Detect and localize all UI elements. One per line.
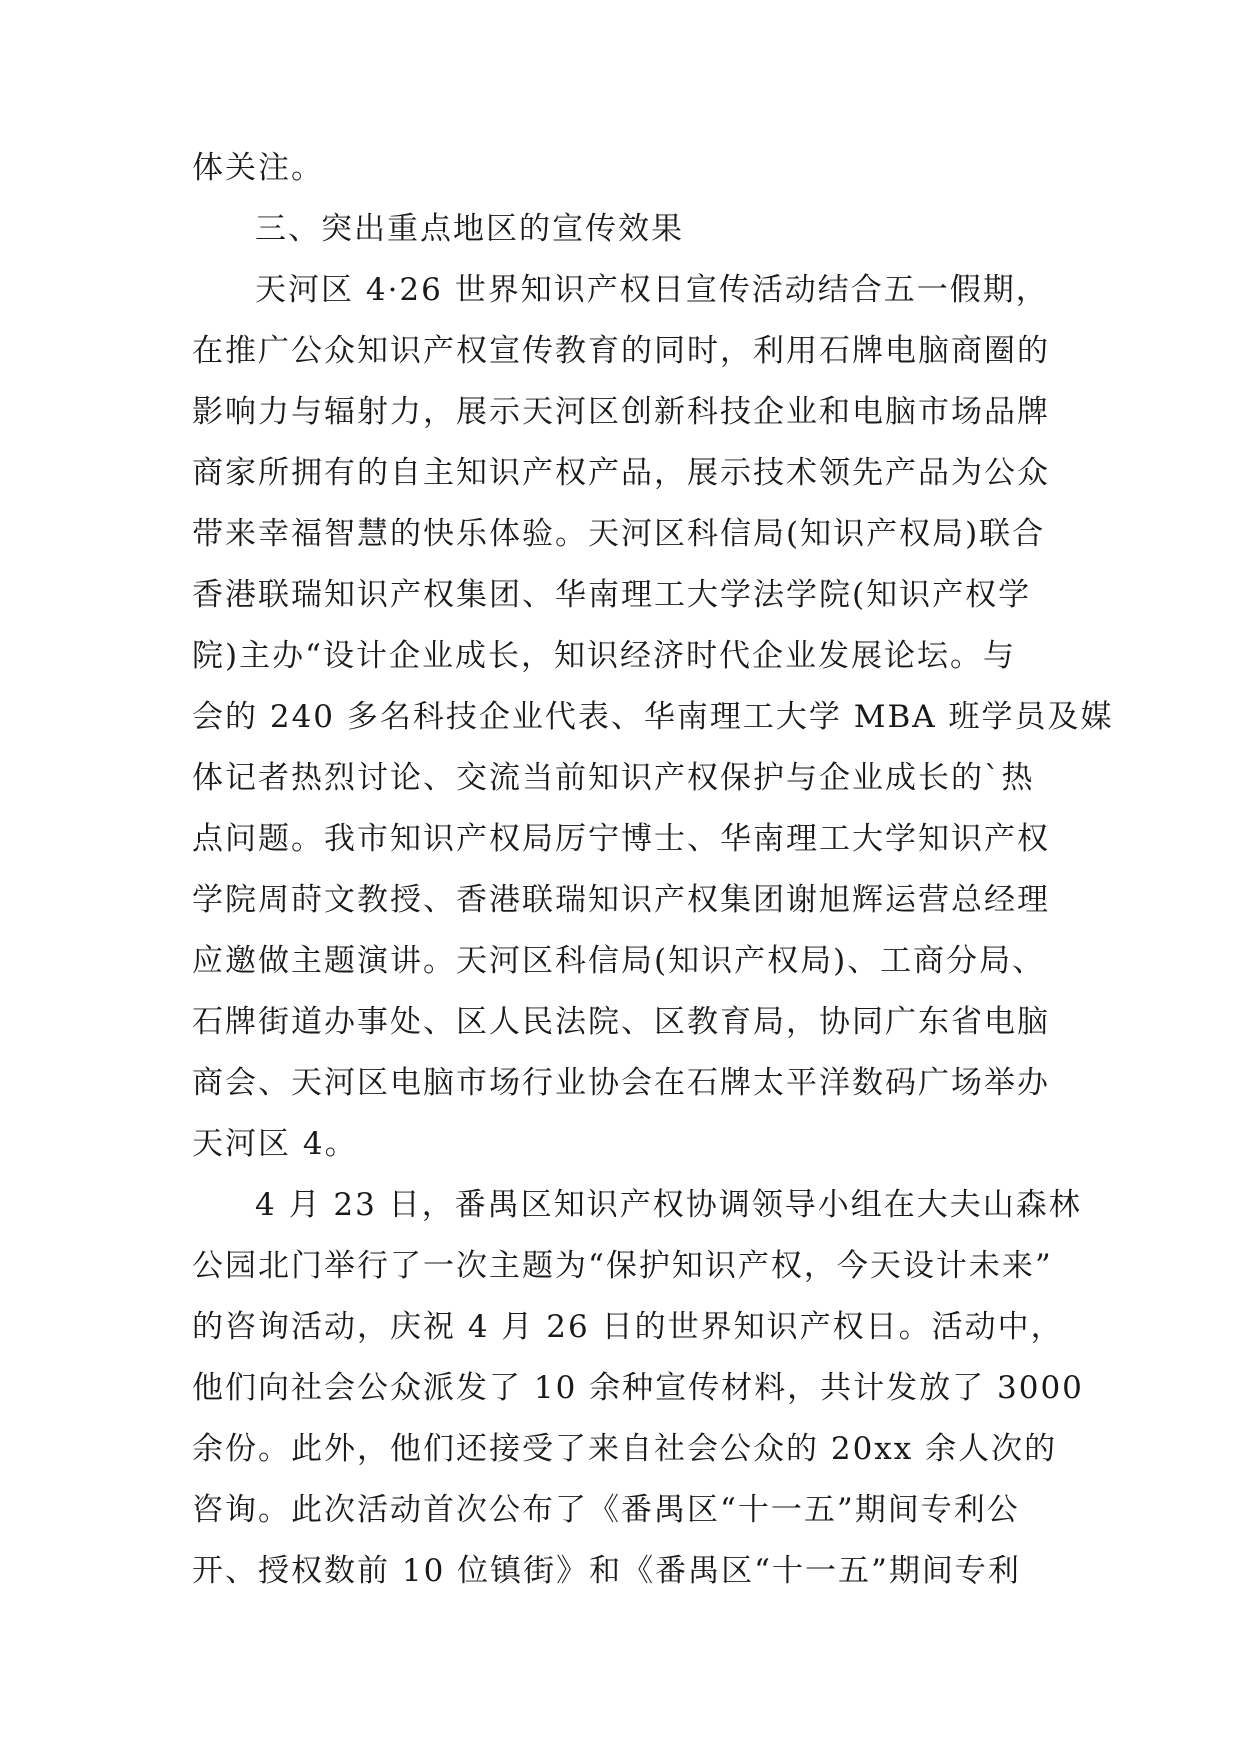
text-line: 余份。此外，他们还接受了来自社会公众的 20xx 余人次的 xyxy=(192,1431,1058,1467)
text-line: 点问题。我市知识产权局厉宁博士、华南理工大学知识产权 xyxy=(192,821,1050,857)
text-line: 带来幸福智慧的快乐体验。天河区科信局(知识产权局)联合 xyxy=(192,516,1046,552)
section-heading: 三、突出重点地区的宣传效果 xyxy=(255,211,684,247)
text-line: 开、授权数前 10 位镇街》和《番禺区“十一五”期间专利 xyxy=(192,1553,1021,1589)
text-line: 香港联瑞知识产权集团、华南理工大学法学院(知识产权学 xyxy=(192,577,1032,613)
text-line: 咨询。此次活动首次公布了《番禺区“十一五”期间专利公 xyxy=(192,1492,1020,1528)
text-line: 的咨询活动，庆祝 4 月 26 日的世界知识产权日。活动中， xyxy=(192,1309,1064,1345)
text-line: 会的 240 多名科技企业代表、华南理工大学 MBA 班学员及媒 xyxy=(192,699,1114,735)
text-line: 学院周莳文教授、香港联瑞知识产权集团谢旭辉运营总经理 xyxy=(192,882,1050,918)
text-line: 影响力与辐射力，展示天河区创新科技企业和电脑市场品牌 xyxy=(192,394,1050,430)
text-line: 体关注。 xyxy=(192,150,324,186)
text-line: 商会、天河区电脑市场行业协会在石牌太平洋数码广场举办 xyxy=(192,1065,1050,1101)
text-line: 天河区 4·26 世界知识产权日宣传活动结合五一假期， xyxy=(255,272,1049,308)
text-line: 4 月 23 日，番禺区知识产权协调领导小组在大夫山森林 xyxy=(255,1187,1082,1223)
text-line: 他们向社会公众派发了 10 余种宣传材料，共计发放了 3000 xyxy=(192,1370,1084,1406)
text-line: 体记者热烈讨论、交流当前知识产权保护与企业成长的`热 xyxy=(192,760,1035,796)
text-line: 在推广公众知识产权宣传教育的同时，利用石牌电脑商圈的 xyxy=(192,333,1050,369)
text-line: 天河区 4。 xyxy=(192,1126,358,1162)
text-line: 院)主办“设计企业成长，知识经济时代企业发展论坛。与 xyxy=(192,638,1016,674)
text-line: 应邀做主题演讲。天河区科信局(知识产权局)、工商分局、 xyxy=(192,943,1046,979)
text-line: 公园北门举行了一次主题为“保护知识产权，今天设计未来” xyxy=(192,1248,1053,1284)
text-line: 石牌街道办事处、区人民法院、区教育局，协同广东省电脑 xyxy=(192,1004,1050,1040)
text-line: 商家所拥有的自主知识产权产品，展示技术领先产品为公众 xyxy=(192,455,1050,491)
